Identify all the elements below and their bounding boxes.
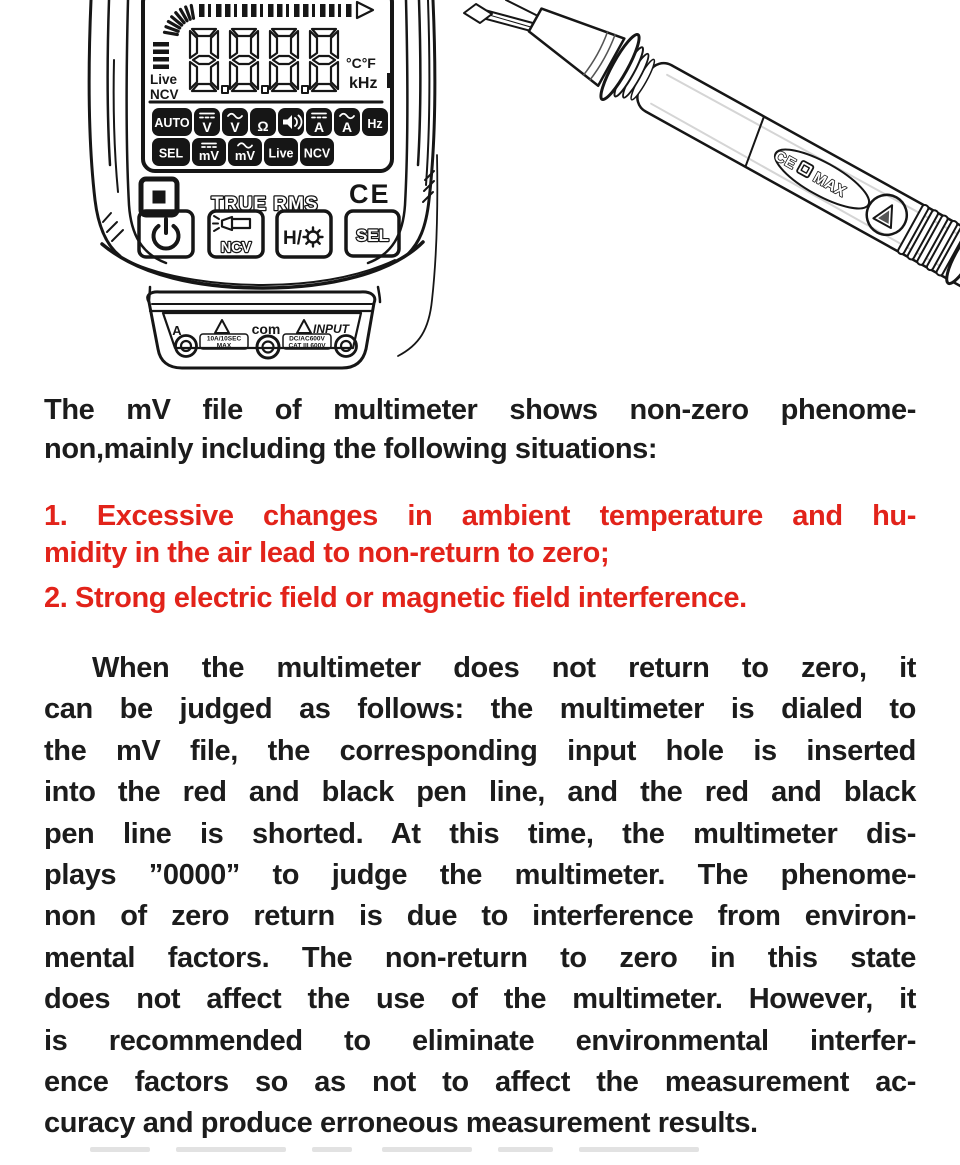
text-line: the mV file, the corresponding input hole is inserted — [44, 734, 916, 767]
text-line: midity in the air lead to non-return to zero; — [44, 537, 610, 569]
hold-button-label: H/ — [283, 228, 302, 249]
icon-sel: SEL — [158, 146, 184, 161]
icon-auto: AUTO — [154, 116, 190, 130]
jack-input-label: INPUT — [313, 322, 349, 336]
lcd-temp-units: °C°F — [346, 55, 376, 71]
text-line: non,mainly including the following situations: — [44, 433, 658, 465]
jack-a-label: A — [172, 323, 182, 338]
red-list-item-1 — [44, 498, 916, 572]
probe-ce-label: CE — [771, 147, 800, 174]
ce-mark: CE — [349, 179, 391, 209]
lcd-mode-icons — [152, 108, 388, 166]
text-line: can be judged as follows: the multimeter is dialed to — [44, 693, 916, 726]
hold-backlight-button — [277, 211, 331, 257]
sel-button-label: SEL — [355, 226, 390, 245]
lcd-display — [143, 0, 392, 171]
lcd-khz-unit: kHz — [349, 75, 378, 92]
icon-mv-ac: mV — [234, 148, 256, 163]
text-line: 1. Excessive changes in ambient temperature and hu- — [44, 500, 916, 532]
text-line: does not affect the use of the multimeter. However, it — [44, 983, 916, 1016]
jack-a-rating-1: 10A/10SEC — [206, 335, 242, 343]
ncv-button — [209, 211, 263, 257]
icon-mv-dc: mV — [198, 148, 220, 163]
jack-com-label: com — [251, 321, 281, 337]
product-illustration — [0, 0, 960, 378]
lcd-digits-8888 — [190, 29, 338, 93]
text-line: The mV file of multimeter shows non-zero phenome- — [44, 394, 916, 426]
lcd-live-label: Live — [150, 72, 178, 87]
jack-input-rating-2: CAT III 600V — [288, 342, 326, 350]
icon-v-ac: V — [230, 119, 240, 135]
text-line: is recommended to eliminate environmental interfer- — [44, 1024, 916, 1057]
sel-button — [346, 211, 399, 256]
icon-hz: Hz — [367, 117, 383, 131]
text-line: mental factors. The non-return to zero in this state — [44, 941, 916, 974]
icon-a-ac: A — [341, 119, 353, 135]
description-text — [44, 391, 916, 1145]
icon-live: Live — [268, 146, 294, 161]
true-rms-label: TRUE RMS — [211, 194, 319, 215]
main-paragraph — [44, 648, 916, 1145]
icon-ohm: Ω — [257, 118, 269, 134]
text-line: pen line is shorted. At this time, the multimeter dis- — [44, 817, 916, 850]
icon-a-dc: A — [313, 119, 325, 135]
text-line: non of zero return is due to interference from environ- — [44, 900, 916, 933]
icon-ncv: NCV — [303, 146, 331, 161]
probe-max-label: MAX — [810, 168, 849, 201]
intro-paragraph — [44, 391, 916, 469]
test-probe-illustration — [464, 0, 960, 378]
text-line: plays ”0000” to judge the multimeter. The phenome- — [44, 859, 916, 892]
text-line: ence factors so as not to affect the measurement ac- — [44, 1066, 916, 1099]
text-line: into the red and black pen line, and the red and black — [44, 776, 916, 809]
lcd-ncv-label: NCV — [150, 87, 179, 102]
red-list-item-2 — [44, 580, 916, 617]
text-line: 2. Strong electric field or magnetic field interference. — [44, 582, 747, 614]
next-line-cutoff-remnant — [90, 1147, 870, 1152]
button-row — [139, 211, 399, 257]
multimeter-illustration — [89, 0, 437, 368]
jack-input-rating-1: DC/AC600V — [289, 335, 325, 343]
text-line: When the multimeter does not return to zero, it — [92, 652, 916, 684]
jack-a-rating-2: MAX — [216, 342, 232, 350]
backlight-sun-icon — [304, 228, 323, 247]
lcd-bargraph — [199, 4, 352, 17]
text-line: curacy and produce erroneous measurement results. — [44, 1107, 758, 1140]
input-jack-panel — [148, 292, 375, 368]
ncv-button-label: NCV — [220, 240, 252, 256]
icon-v-dc: V — [202, 119, 212, 135]
